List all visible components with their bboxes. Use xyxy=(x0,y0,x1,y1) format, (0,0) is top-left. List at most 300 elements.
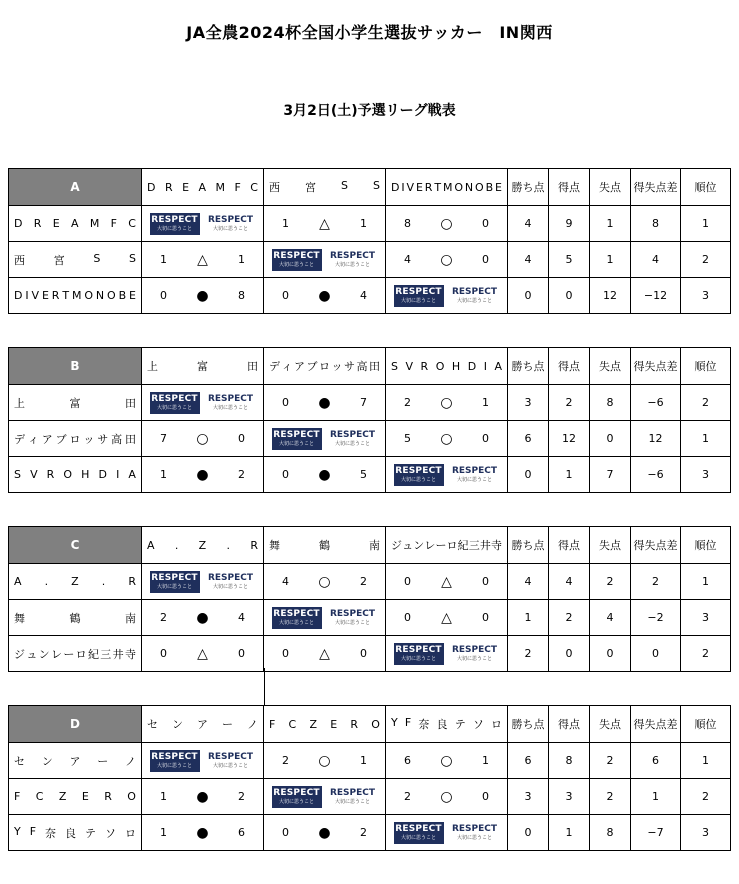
respect-logo-light xyxy=(450,643,500,665)
result-mark: ● xyxy=(196,824,209,841)
table-row xyxy=(9,457,731,493)
score xyxy=(264,647,385,661)
stat-rank: 3 xyxy=(681,815,731,851)
stat-points: 4 xyxy=(508,242,549,278)
match-result xyxy=(264,564,386,600)
respect-logo-dark xyxy=(272,428,322,450)
stat-goals-for: 12 xyxy=(549,421,590,457)
self-cell xyxy=(142,385,264,421)
stat-rank: 1 xyxy=(681,206,731,242)
match-result xyxy=(386,564,508,600)
respect-text: RESPECT xyxy=(451,286,498,297)
stat-points: 0 xyxy=(508,278,549,314)
team-name-text: 上 富 田 xyxy=(14,396,136,410)
score-home: 0 xyxy=(404,575,411,588)
result-mark: ○ xyxy=(318,752,331,769)
score xyxy=(264,754,385,768)
score-away: 1 xyxy=(360,754,367,767)
team-name-text: セ ン ア ー ノ xyxy=(147,718,258,731)
stat-goals-for: 1 xyxy=(549,457,590,493)
score-away: 7 xyxy=(360,396,367,409)
stat-goal-diff: −12 xyxy=(631,278,681,314)
self-cell xyxy=(386,815,508,851)
respect-subtext: 大切に思うこと xyxy=(156,583,192,590)
match-result xyxy=(386,206,508,242)
team-name-text: Y F 奈 良 テ ソ ロ xyxy=(391,716,502,731)
score-away: 1 xyxy=(482,396,489,409)
table-row xyxy=(9,385,731,421)
respect-text: RESPECT xyxy=(329,429,376,440)
row-team-name xyxy=(9,564,142,600)
row-team-name xyxy=(9,206,142,242)
stat-rank: 3 xyxy=(681,457,731,493)
result-mark: △ xyxy=(319,645,330,662)
result-mark: ● xyxy=(318,824,331,841)
respect-badge xyxy=(142,392,263,414)
respect-text: RESPECT xyxy=(451,644,498,655)
score xyxy=(142,432,263,446)
score-home: 4 xyxy=(404,253,411,266)
header-rank: 順位 xyxy=(681,527,731,564)
score-away: 2 xyxy=(238,468,245,481)
respect-subtext: 大切に思うこと xyxy=(334,261,370,268)
score-away: 6 xyxy=(238,826,245,839)
respect-logo-light xyxy=(450,822,500,844)
column-team-name xyxy=(386,706,508,743)
match-result xyxy=(142,779,264,815)
header-points: 勝ち点 xyxy=(508,169,549,206)
stat-goals-for: 0 xyxy=(549,636,590,672)
stat-rank: 1 xyxy=(681,421,731,457)
group-label: D xyxy=(9,706,142,743)
team-name-text: 舞 鶴 南 xyxy=(269,539,380,552)
result-mark: △ xyxy=(197,645,208,662)
row-team-name xyxy=(9,743,142,779)
match-result xyxy=(142,421,264,457)
table-header-row xyxy=(9,169,731,206)
team-name-text: 上 富 田 xyxy=(147,360,258,373)
self-cell xyxy=(142,743,264,779)
respect-subtext: 大切に思うこと xyxy=(212,762,248,769)
stat-rank: 1 xyxy=(681,743,731,779)
self-cell xyxy=(264,600,386,636)
score-away: 0 xyxy=(238,432,245,445)
stat-goals-for: 5 xyxy=(549,242,590,278)
stat-goals-for: 8 xyxy=(549,743,590,779)
result-mark: ● xyxy=(196,788,209,805)
table-row xyxy=(9,815,731,851)
score-home: 0 xyxy=(282,647,289,660)
group-label: A xyxy=(9,169,142,206)
score xyxy=(386,253,507,267)
match-result xyxy=(264,457,386,493)
respect-logo-light xyxy=(450,285,500,307)
header-goals-for: 得点 xyxy=(549,348,590,385)
stat-goals-against: 12 xyxy=(590,278,631,314)
score-home: 1 xyxy=(160,790,167,803)
stat-goals-against: 2 xyxy=(590,743,631,779)
result-mark: ● xyxy=(196,609,209,626)
score xyxy=(386,790,507,804)
respect-badge xyxy=(142,213,263,235)
respect-text: RESPECT xyxy=(395,465,442,476)
score-home: 5 xyxy=(404,432,411,445)
column-team-name xyxy=(264,527,386,564)
stat-goal-diff: −6 xyxy=(631,457,681,493)
score-home: 1 xyxy=(160,468,167,481)
result-mark: ○ xyxy=(440,788,453,805)
row-team-name xyxy=(9,421,142,457)
score xyxy=(386,754,507,768)
column-team-name xyxy=(142,348,264,385)
match-result xyxy=(264,206,386,242)
stat-points: 6 xyxy=(508,743,549,779)
score-away: 1 xyxy=(238,253,245,266)
respect-logo-light xyxy=(206,392,256,414)
score-away: 5 xyxy=(360,468,367,481)
stat-goals-for: 1 xyxy=(549,815,590,851)
respect-badge xyxy=(142,571,263,593)
result-mark: ○ xyxy=(440,430,453,447)
team-name-text: 西 宮 S S xyxy=(269,179,380,194)
score-home: 2 xyxy=(282,754,289,767)
score-away: 2 xyxy=(360,826,367,839)
score xyxy=(386,575,507,589)
row-team-name xyxy=(9,815,142,851)
score-away: 2 xyxy=(360,575,367,588)
team-name-text: F C Z E R O xyxy=(269,717,380,731)
score xyxy=(386,432,507,446)
respect-subtext: 大切に思うこと xyxy=(334,619,370,626)
score xyxy=(264,575,385,589)
stat-goal-diff: −7 xyxy=(631,815,681,851)
respect-text: RESPECT xyxy=(329,787,376,798)
stat-goals-for: 9 xyxy=(549,206,590,242)
result-mark: ● xyxy=(196,466,209,483)
stat-points: 4 xyxy=(508,206,549,242)
score-home: 4 xyxy=(282,575,289,588)
row-team-name xyxy=(9,385,142,421)
table-row xyxy=(9,242,731,278)
team-name-text: D R E A M F C xyxy=(14,217,136,230)
match-result xyxy=(386,600,508,636)
score-away: 0 xyxy=(482,790,489,803)
stat-rank: 2 xyxy=(681,636,731,672)
stat-rank: 1 xyxy=(681,564,731,600)
respect-subtext: 大切に思うこと xyxy=(212,404,248,411)
team-name-text: 西 宮 S S xyxy=(14,251,136,267)
respect-text: RESPECT xyxy=(273,250,320,261)
score-away: 4 xyxy=(238,611,245,624)
stat-goals-against: 0 xyxy=(590,421,631,457)
respect-logo-dark xyxy=(272,786,322,808)
score-away: 1 xyxy=(360,217,367,230)
respect-logo-dark xyxy=(150,571,200,593)
connector-line xyxy=(264,668,265,706)
respect-subtext: 大切に思うこと xyxy=(456,655,492,662)
group-label: B xyxy=(9,348,142,385)
self-cell xyxy=(142,206,264,242)
score xyxy=(142,611,263,625)
match-result xyxy=(386,242,508,278)
row-team-name xyxy=(9,636,142,672)
score-home: 0 xyxy=(160,289,167,302)
result-mark: ○ xyxy=(440,752,453,769)
column-team-name xyxy=(386,348,508,385)
score xyxy=(142,826,263,840)
score xyxy=(142,647,263,661)
stat-goals-against: 8 xyxy=(590,815,631,851)
stat-goal-diff: −2 xyxy=(631,600,681,636)
stat-rank: 2 xyxy=(681,385,731,421)
team-name-text: A . Z . R xyxy=(147,538,258,552)
team-name-text: ジ ュ ン レ ー ロ 紀 三 井 寺 xyxy=(14,647,136,661)
group-table-b xyxy=(8,347,731,493)
respect-text: RESPECT xyxy=(207,572,254,583)
match-result xyxy=(386,779,508,815)
table-row xyxy=(9,636,731,672)
respect-text: RESPECT xyxy=(207,751,254,762)
header-goal-diff: 得失点差 xyxy=(631,348,681,385)
team-name-text: D R E A M F C xyxy=(147,180,258,194)
score-home: 0 xyxy=(160,647,167,660)
respect-logo-light xyxy=(328,249,378,271)
header-rank: 順位 xyxy=(681,169,731,206)
stat-goals-against: 2 xyxy=(590,779,631,815)
respect-logo-dark xyxy=(394,822,444,844)
respect-text: RESPECT xyxy=(151,751,198,762)
score xyxy=(386,396,507,410)
respect-subtext: 大切に思うこと xyxy=(456,297,492,304)
header-goals-against: 失点 xyxy=(590,348,631,385)
match-result xyxy=(386,421,508,457)
score-away: 0 xyxy=(482,217,489,230)
header-goals-for: 得点 xyxy=(549,527,590,564)
score xyxy=(142,790,263,804)
respect-badge xyxy=(264,607,385,629)
stat-rank: 3 xyxy=(681,600,731,636)
table-header-row xyxy=(9,706,731,743)
stat-points: 2 xyxy=(508,636,549,672)
result-mark: ○ xyxy=(440,394,453,411)
match-result xyxy=(142,815,264,851)
column-team-name xyxy=(264,348,386,385)
stat-goals-against: 4 xyxy=(590,600,631,636)
stat-rank: 3 xyxy=(681,278,731,314)
column-team-name xyxy=(264,706,386,743)
header-goals-for: 得点 xyxy=(549,169,590,206)
stat-goal-diff: 1 xyxy=(631,779,681,815)
score-away: 0 xyxy=(482,253,489,266)
row-team-name xyxy=(9,600,142,636)
stat-goal-diff: 8 xyxy=(631,206,681,242)
row-team-name xyxy=(9,278,142,314)
self-cell xyxy=(142,564,264,600)
score xyxy=(264,468,385,482)
score-away: 0 xyxy=(238,647,245,660)
result-mark: ○ xyxy=(196,430,209,447)
respect-text: RESPECT xyxy=(329,250,376,261)
table-row xyxy=(9,743,731,779)
self-cell xyxy=(264,421,386,457)
stat-goal-diff: 6 xyxy=(631,743,681,779)
table-header-row xyxy=(9,348,731,385)
self-cell xyxy=(386,457,508,493)
table-row xyxy=(9,278,731,314)
score-home: 0 xyxy=(282,289,289,302)
respect-logo-light xyxy=(328,607,378,629)
respect-logo-light xyxy=(206,213,256,235)
respect-logo-light xyxy=(328,428,378,450)
respect-logo-light xyxy=(450,464,500,486)
respect-badge xyxy=(264,786,385,808)
stat-goal-diff: 2 xyxy=(631,564,681,600)
result-mark: ● xyxy=(318,287,331,304)
score xyxy=(142,468,263,482)
respect-text: RESPECT xyxy=(395,823,442,834)
result-mark: △ xyxy=(197,251,208,268)
table-header-row xyxy=(9,527,731,564)
match-result xyxy=(264,636,386,672)
respect-logo-light xyxy=(328,786,378,808)
respect-subtext: 大切に思うこと xyxy=(278,261,314,268)
result-mark: ● xyxy=(318,394,331,411)
score-home: 2 xyxy=(160,611,167,624)
match-result xyxy=(142,600,264,636)
header-rank: 順位 xyxy=(681,348,731,385)
header-points: 勝ち点 xyxy=(508,348,549,385)
stat-goals-for: 3 xyxy=(549,779,590,815)
stat-goal-diff: 12 xyxy=(631,421,681,457)
respect-text: RESPECT xyxy=(151,393,198,404)
score-away: 0 xyxy=(482,611,489,624)
stat-points: 3 xyxy=(508,385,549,421)
result-mark: ○ xyxy=(318,573,331,590)
respect-text: RESPECT xyxy=(273,608,320,619)
score-home: 7 xyxy=(160,432,167,445)
respect-logo-dark xyxy=(394,464,444,486)
respect-subtext: 大切に思うこと xyxy=(334,798,370,805)
team-name-text: A . Z . R xyxy=(14,575,136,588)
stat-points: 0 xyxy=(508,457,549,493)
respect-badge xyxy=(386,464,507,486)
stat-goal-diff: 0 xyxy=(631,636,681,672)
match-result xyxy=(264,385,386,421)
score xyxy=(142,253,263,267)
score xyxy=(264,217,385,231)
column-team-name xyxy=(142,527,264,564)
match-result xyxy=(142,278,264,314)
score-home: 0 xyxy=(282,826,289,839)
row-team-name xyxy=(9,457,142,493)
result-mark: △ xyxy=(441,573,452,590)
respect-badge xyxy=(386,285,507,307)
table-row xyxy=(9,564,731,600)
match-result xyxy=(142,457,264,493)
match-result xyxy=(264,815,386,851)
respect-text: RESPECT xyxy=(207,393,254,404)
column-team-name xyxy=(386,169,508,206)
stat-rank: 2 xyxy=(681,779,731,815)
score-home: 0 xyxy=(282,468,289,481)
header-points: 勝ち点 xyxy=(508,527,549,564)
respect-text: RESPECT xyxy=(151,214,198,225)
stat-goal-diff: 4 xyxy=(631,242,681,278)
respect-subtext: 大切に思うこと xyxy=(156,404,192,411)
self-cell xyxy=(386,636,508,672)
respect-text: RESPECT xyxy=(395,286,442,297)
respect-logo-dark xyxy=(394,285,444,307)
score-away: 4 xyxy=(360,289,367,302)
team-name-text: S V R O H D I A xyxy=(391,359,502,373)
page-title: JA全農2024杯全国小学生選抜サッカー IN関西 xyxy=(186,23,553,42)
header-rank: 順位 xyxy=(681,706,731,743)
score-home: 0 xyxy=(404,611,411,624)
stat-points: 1 xyxy=(508,600,549,636)
group-table-c xyxy=(8,526,731,672)
score-away: 0 xyxy=(482,432,489,445)
respect-subtext: 大切に思うこと xyxy=(400,476,436,483)
match-result xyxy=(142,636,264,672)
score xyxy=(142,289,263,303)
result-mark: ○ xyxy=(440,215,453,232)
stat-points: 6 xyxy=(508,421,549,457)
respect-text: RESPECT xyxy=(273,429,320,440)
group-table-a xyxy=(8,168,731,314)
respect-badge xyxy=(264,428,385,450)
column-team-name xyxy=(386,527,508,564)
table-row xyxy=(9,600,731,636)
header-goal-diff: 得失点差 xyxy=(631,527,681,564)
score-home: 1 xyxy=(160,253,167,266)
respect-logo-dark xyxy=(150,213,200,235)
column-team-name xyxy=(264,169,386,206)
table-row xyxy=(9,206,731,242)
respect-subtext: 大切に思うこと xyxy=(278,798,314,805)
score-home: 8 xyxy=(404,217,411,230)
respect-subtext: 大切に思うこと xyxy=(400,834,436,841)
respect-logo-dark xyxy=(150,392,200,414)
score xyxy=(264,289,385,303)
result-mark: ● xyxy=(318,466,331,483)
stat-goal-diff: −6 xyxy=(631,385,681,421)
result-mark: ○ xyxy=(440,251,453,268)
stat-goals-against: 8 xyxy=(590,385,631,421)
result-mark: ● xyxy=(196,287,209,304)
page-subtitle: 3月2日(土)予選リーグ戦表 xyxy=(283,103,456,119)
respect-text: RESPECT xyxy=(151,572,198,583)
score xyxy=(386,611,507,625)
respect-subtext: 大切に思うこと xyxy=(400,297,436,304)
team-name-text: セ ン ア ー ノ xyxy=(14,754,136,768)
team-name-text: デ ィ ア ブ ロ ッ サ 高 田 xyxy=(269,360,380,373)
team-name-text: デ ィ ア ブ ロ ッ サ 高 田 xyxy=(14,432,136,446)
score xyxy=(264,396,385,410)
score-home: 1 xyxy=(282,217,289,230)
team-name-text: 舞 鶴 南 xyxy=(14,611,136,625)
stat-goals-against: 0 xyxy=(590,636,631,672)
column-team-name xyxy=(142,169,264,206)
stat-goals-for: 2 xyxy=(549,600,590,636)
respect-subtext: 大切に思うこと xyxy=(212,225,248,232)
match-result xyxy=(264,743,386,779)
result-mark: △ xyxy=(319,215,330,232)
respect-badge xyxy=(142,750,263,772)
team-name-text: S V R O H D I A xyxy=(14,468,136,481)
respect-badge xyxy=(386,643,507,665)
respect-subtext: 大切に思うこと xyxy=(400,655,436,662)
respect-logo-light xyxy=(206,750,256,772)
